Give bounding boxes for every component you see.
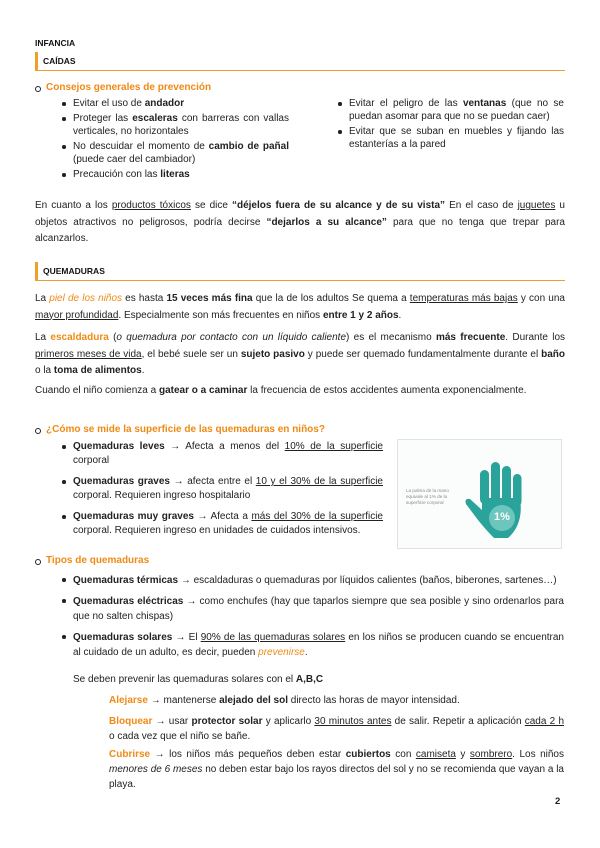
- section-header-caidas: [35, 52, 565, 71]
- list-item: Quemaduras graves → afecta entre el 10 y el 30% de la superficie corporal. Requieren ingreso hospitalario: [73, 476, 383, 501]
- hand-icon: [398, 440, 561, 548]
- consejos-right-list: [349, 97, 564, 153]
- subheading-tipos: Tipos de quemaduras: [46, 555, 150, 566]
- list-item: Quemaduras leves → Afecta a menos del 10% de la superficie corporal: [73, 441, 383, 466]
- list-item: Precaución con las literas: [73, 168, 289, 181]
- page-number: 2: [555, 796, 561, 807]
- hand-caption: La palma de la mano equivale al 1% de la superficie corporal: [406, 488, 449, 505]
- header-section-label: INFANCIA: [35, 38, 76, 48]
- section-header-accent: [35, 52, 38, 70]
- subheading-consejos: Consejos generales de prevención: [46, 82, 212, 93]
- paragraph-gatear: Cuando el niño comienza a gatear o a caminar la frecuencia de estos accidentes aumenta exponencialmente.: [35, 385, 527, 396]
- section-title-caidas: CAÍDAS: [43, 56, 76, 66]
- list-item: Evitar el peligro de las ventanas (que no se puedan asomar para que no se puedan caer): [349, 98, 564, 122]
- list-item: Evitar que se suban en muebles y fijando las estanterías a la pared: [349, 126, 564, 150]
- list-item: No descuidar el momento de cambio de pañal (puede caer del cambiador): [73, 141, 289, 165]
- paragraph-toxicos: En cuanto a los productos tóxicos se dice “déjelos fuera de su alcance y de su vista” En el caso de juguetes u objetos atractivos no peligrosos, podría decirse “dejarlos a su alcance” para que no tenga que trepar para alcanzarlos.: [35, 200, 565, 244]
- tipos-list: [73, 573, 564, 662]
- list-item: Quemaduras muy graves → Afecta a más del 30% de la superficie corporal. Requieren ingreso en unidades de cuidados intensivos.: [73, 511, 383, 536]
- abc-bloquear: Bloquear → usar protector solar y aplicarlo 30 minutos antes de salir. Repetir a aplicación cada 2 h o cada vez que el niño se bañe.: [109, 716, 565, 742]
- section-header-accent: [35, 262, 38, 280]
- list-item: Quemaduras térmicas → escaldaduras o quemaduras por líquidos calientes (baños, biberones, sartenes…): [73, 573, 564, 588]
- abc-alejarse: Alejarse → mantenerse alejado del sol directo las horas de mayor intensidad.: [109, 695, 460, 706]
- paragraph-piel: La piel de los niños es hasta 15 veces más fina que la de los adultos Se quema a temperaturas más bajas y con una mayor profundidad. Especialmente son más frecuentes en niños entre 1 y 2 años.: [35, 293, 565, 321]
- abc-cubrirse: Cubrirse → los niños más pequeños deben estar cubiertos con camiseta y sombrero. Los niños menores de 6 meses no deben estar bajo los rayos directos del sol y no se recomienda que vayan a la playa.: [109, 749, 564, 790]
- section-title-quemaduras: QUEMADURAS: [43, 266, 105, 276]
- paragraph-escaldadura: La escaldadura (o quemadura por contacto con un líquido caliente) es el mecanismo más frecuente. Durante los primeros meses de vida, el bebé suele ser un sujeto pasivo y puede ser quemado fundamentalmente durante el baño o la toma de alimentos.: [35, 332, 566, 376]
- subheading-medida: ¿Cómo se mide la superficie de las quemaduras en niños?: [46, 424, 325, 435]
- list-item: Evitar el uso de andador: [73, 97, 289, 110]
- circle-bullet-icon: [35, 559, 41, 565]
- medida-list: [73, 440, 383, 539]
- circle-bullet-icon: [35, 428, 41, 434]
- circle-bullet-icon: [35, 86, 41, 92]
- abc-intro: Se deben prevenir las quemaduras solares con el A,B,C: [73, 674, 324, 685]
- hand-badge: 1%: [494, 511, 510, 523]
- section-header-quemaduras: [35, 262, 565, 281]
- list-item: Proteger las escaleras con barreras con vallas verticales, no horizontales: [73, 113, 289, 137]
- list-item: Quemaduras eléctricas → como enchufes (hay que taparlos siempre que sea posible y sino ordenarlos para que no salten chispas): [73, 596, 564, 622]
- hand-illustration: [397, 439, 562, 549]
- list-item: Quemaduras solares → El 90% de las quemaduras solares en los niños se producen cuando se encuentran al cuidado de un adulto, es decir, pueden prevenirse.: [73, 632, 564, 658]
- consejos-left-list: [73, 97, 289, 183]
